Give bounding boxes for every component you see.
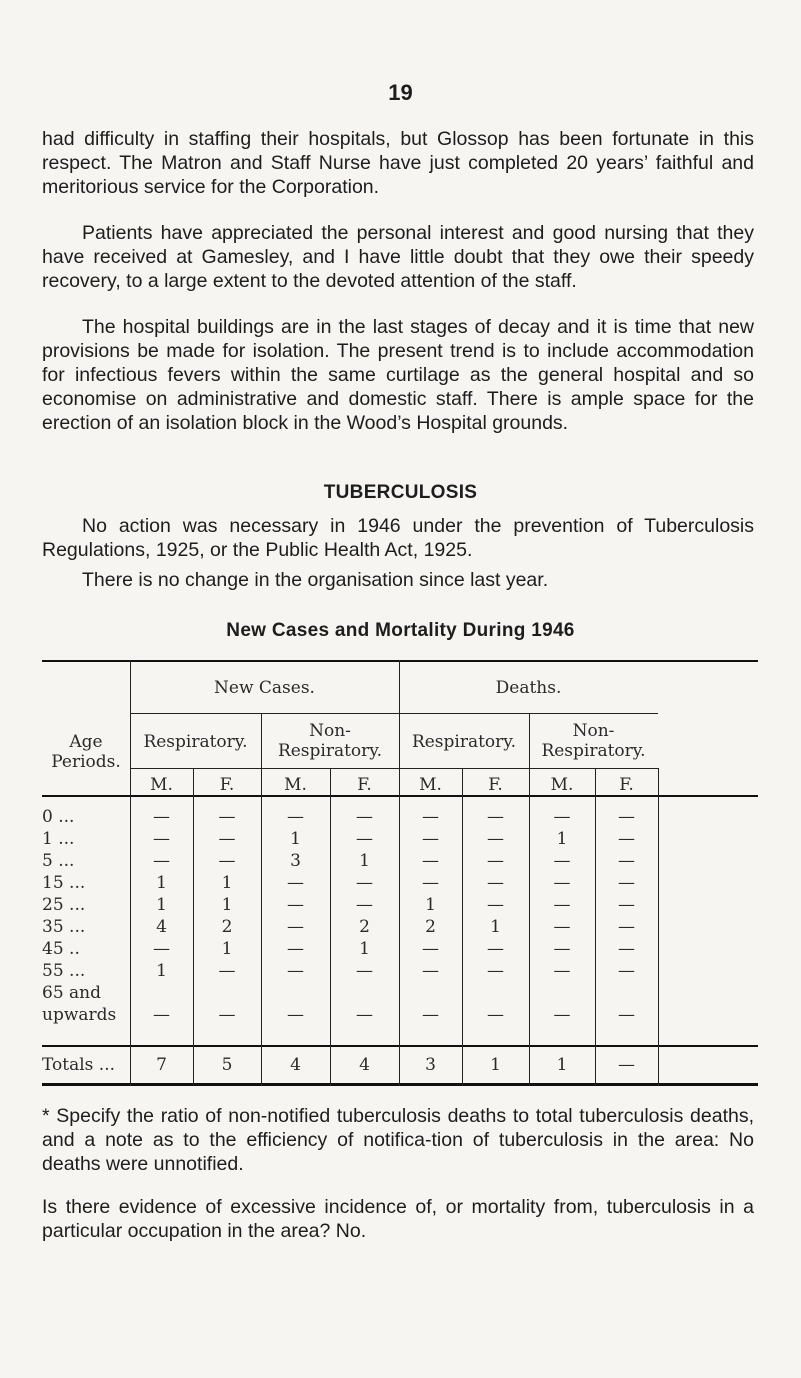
- age-period-label: 0 ...: [42, 807, 75, 827]
- table-cell: —: [422, 1005, 439, 1025]
- table-cell: —: [618, 873, 635, 893]
- subheader-rule: [130, 768, 658, 769]
- paragraph-tb-organisation: There is no change in the organisation since last year.: [82, 569, 549, 591]
- table-cell: —: [153, 807, 170, 827]
- totals-top-rule: [42, 1045, 758, 1047]
- table-cell: —: [553, 873, 571, 893]
- table-cell: —: [487, 961, 504, 981]
- table-cell: —: [487, 807, 504, 827]
- table-cell: —: [153, 939, 170, 959]
- sex-header-7: F.: [619, 775, 634, 795]
- table-bottom-rule: [42, 1083, 758, 1086]
- table-cell: —: [218, 1005, 236, 1025]
- table-cell: —: [618, 895, 635, 915]
- totals-cell: 4: [359, 1055, 370, 1075]
- table-cell: —: [487, 1005, 504, 1025]
- subheader-3-line1: Non-: [572, 721, 615, 741]
- totals-label: Totals ...: [42, 1055, 115, 1075]
- table-cell: 2: [359, 917, 370, 937]
- table-cell: —: [618, 1005, 635, 1025]
- table-cell: —: [287, 873, 304, 893]
- sex-header-1: F.: [219, 775, 235, 795]
- paragraph-hospital-buildings: The hospital buildings are in the last stages of decay and it is time that new provisions be made for isolation. The present trend is to include accommodation for infectious fevers within the same curtilage as the general hospital and so economise on administrative and domestic staff. There is ample space for the erection of an isolation block in the Wood’s Hospital grounds.: [42, 316, 754, 434]
- table-cell: 1: [156, 873, 167, 893]
- table-cell: —: [618, 917, 635, 937]
- table-cell: —: [218, 807, 236, 827]
- table-cell: —: [356, 895, 373, 915]
- table-cell: —: [356, 807, 373, 827]
- age-period-label: 1 ...: [42, 829, 75, 849]
- table-cell: —: [422, 873, 439, 893]
- table-cell: —: [153, 1005, 170, 1025]
- table-cell: —: [356, 829, 373, 849]
- subheader-1-line1: Non-: [309, 721, 351, 741]
- table-cell: —: [618, 807, 635, 827]
- paragraph-patients: Patients have appreciated the personal interest and good nursing that they have received at Gamesley, and I have little doubt that they owe their speedy recovery, to a large extent to the devoted attention of the staff.: [42, 222, 754, 292]
- page-number: 19: [388, 80, 413, 105]
- paragraph-staffing: had difficulty in staffing their hospitals, but Glossop has been fortunate in this respect. The Matron and Staff Nurse have just completed 20 years’ faithful and meritorious service for the Corporation.: [42, 128, 754, 198]
- table-cell: —: [553, 851, 571, 871]
- group-header-rule: [130, 713, 658, 714]
- table-cell: 1: [156, 895, 167, 915]
- table-cell: 1: [221, 873, 233, 893]
- table-cell: 1: [221, 895, 233, 915]
- totals-cell: —: [618, 1055, 635, 1075]
- totals-cell: 4: [290, 1055, 301, 1075]
- age-period-label: 45 ..: [42, 939, 80, 959]
- sex-header-0: M.: [150, 775, 173, 795]
- table-cell: 1: [359, 939, 370, 959]
- table-cell: —: [287, 807, 304, 827]
- sex-header-2: M.: [284, 775, 307, 795]
- table-cell: 4: [156, 917, 167, 937]
- age-period-label: 5 ...: [42, 851, 75, 871]
- table-cell: —: [553, 807, 571, 827]
- age-period-label: 25 ...: [42, 895, 86, 915]
- sex-header-5: F.: [488, 775, 503, 795]
- table-cell: 1: [221, 939, 233, 959]
- table-cell: —: [487, 829, 504, 849]
- table-cell: —: [553, 939, 571, 959]
- table-cell: —: [553, 917, 571, 937]
- group-header-new-cases: New Cases.: [214, 678, 315, 698]
- age-period-label: 65 and: [42, 983, 102, 1003]
- age-period-label: 35 ...: [42, 917, 86, 937]
- table-cell: 1: [490, 917, 501, 937]
- table-cell: —: [153, 829, 170, 849]
- sex-header-4: M.: [419, 775, 442, 795]
- table-cell: —: [287, 895, 304, 915]
- table-cell: 1: [425, 895, 436, 915]
- table-cell: —: [553, 895, 571, 915]
- table-cell: 3: [290, 851, 301, 871]
- paragraph-tb-regulations: No action was necessary in 1946 under the prevention of Tuberculosis Regulations, 1925, or the Public Health Act, 1925.: [42, 515, 754, 561]
- table-cell: —: [287, 961, 304, 981]
- table-title: New Cases and Mortality During 1946: [226, 620, 575, 641]
- sex-header-6: M.: [550, 775, 574, 795]
- table-cell: —: [356, 961, 373, 981]
- age-period-label: upwards: [42, 1005, 117, 1025]
- table-cell: 1: [556, 829, 568, 849]
- table-cell: —: [487, 895, 504, 915]
- table-cell: —: [218, 961, 236, 981]
- table-cell: —: [356, 1005, 373, 1025]
- table-cell: —: [618, 851, 635, 871]
- group-header-deaths: Deaths.: [495, 678, 562, 698]
- table-cell: 1: [156, 961, 167, 981]
- table-cell: —: [287, 917, 304, 937]
- table-cell: —: [218, 829, 236, 849]
- section-heading-tuberculosis: TUBERCULOSIS: [323, 482, 478, 503]
- table-cell: —: [422, 851, 439, 871]
- table-cell: —: [287, 1005, 304, 1025]
- footnote: * Specify the ratio of non-notified tuberculosis deaths to total tuberculosis deaths, and a note as to the efficiency of notifica-tion of tuberculosis in the area: No deaths were unnotified.: [42, 1105, 754, 1175]
- table-cell: —: [287, 939, 304, 959]
- age-period-label: 15 ...: [42, 873, 86, 893]
- table-cell: 1: [290, 829, 301, 849]
- totals-cell: 1: [490, 1055, 501, 1075]
- table-cell: —: [356, 873, 373, 893]
- header-bottom-rule: [42, 795, 758, 797]
- table-cell: 2: [221, 917, 233, 937]
- table-cell: —: [487, 851, 504, 871]
- table-cell: —: [422, 939, 439, 959]
- table-cell: 2: [425, 917, 436, 937]
- table-cell: —: [422, 829, 439, 849]
- occupation-question: Is there evidence of excessive incidence of, or mortality from, tuberculosis in a particular occupation in the area? No.: [42, 1196, 754, 1242]
- table-cell: —: [218, 851, 236, 871]
- table-cell: —: [487, 939, 504, 959]
- table-cell: 1: [359, 851, 370, 871]
- totals-cell: 7: [156, 1055, 167, 1075]
- subheader-2: Respiratory.: [411, 732, 517, 752]
- table-cell: —: [618, 961, 635, 981]
- table-cell: —: [153, 851, 170, 871]
- table-top-rule: [42, 660, 758, 662]
- tuberculosis-table: [42, 660, 758, 1085]
- totals-cell: 5: [221, 1055, 233, 1075]
- totals-cell: 1: [556, 1055, 568, 1075]
- table-cell: —: [487, 873, 504, 893]
- subheader-0: Respiratory.: [143, 732, 248, 752]
- table-cell: —: [422, 961, 439, 981]
- table-cell: —: [618, 939, 635, 959]
- table-cell: —: [553, 1005, 571, 1025]
- age-header-line: Age: [69, 732, 103, 752]
- age-header-line: Periods.: [51, 752, 121, 772]
- table-cell: —: [422, 807, 439, 827]
- table-cell: —: [553, 961, 571, 981]
- totals-cell: 3: [425, 1055, 436, 1075]
- subheader-3-line2: Respiratory.: [541, 741, 646, 761]
- table-cell: —: [618, 829, 635, 849]
- subheader-1-line2: Respiratory.: [277, 741, 383, 761]
- age-period-label: 55 ...: [42, 961, 86, 981]
- sex-header-3: F.: [357, 775, 372, 795]
